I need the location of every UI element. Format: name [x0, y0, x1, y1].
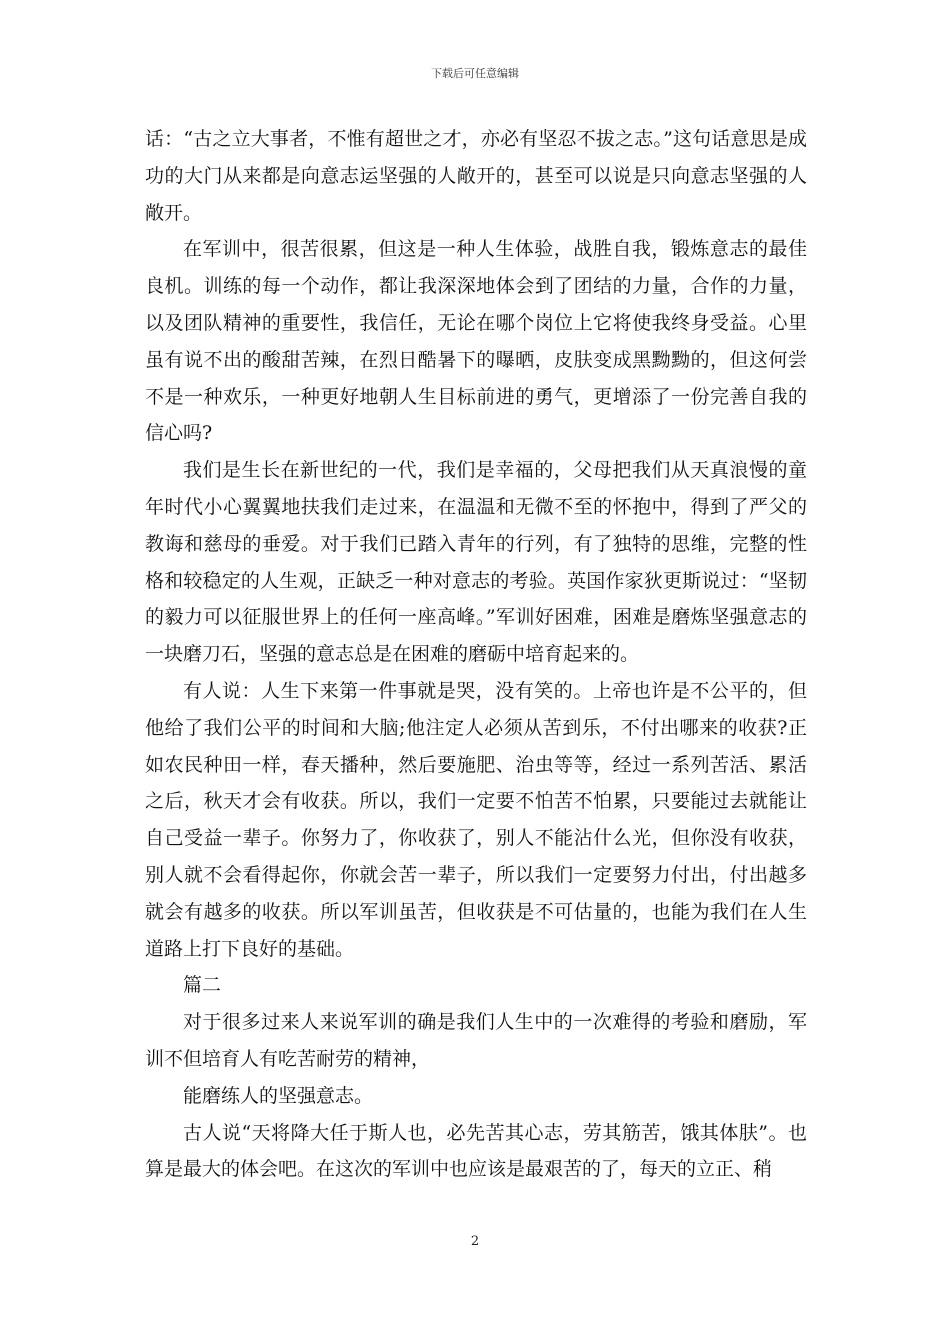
paragraph: 有人说：人生下来第一件事就是哭，没有笑的。上帝也许是不公平的，但他给了我们公平的时间和大脑;他注定人必须从苦到乐，不付出哪来的收获?正如农民种田一样，春天播种，然后要施肥、治虫等等，经过一系列苦活、累活之后，秋天才会有收获。所以，我们一定要不怕苦不怕累，只要能过去就能让自己受益一辈子。你努力了，你收获了，别人不能沾什么光，但你没有收获，别人就不会看得起你，你就会苦一辈子，所以我们一定要努力付出，付出越多就会有越多的收获。所以军训虽苦，但收获是不可估量的，也能为我们在人生道路上打下良好的基础。	[145, 679, 807, 960]
paragraph: 话：“古之立大事者，不惟有超世之才，亦必有坚忍不拔之志。”这句话意思是成功的大门从来都是向意志运坚强的人敞开的，甚至可以说是只向意志坚强的人敞开。	[145, 128, 807, 224]
page-header: 下载后可任意编辑	[431, 67, 519, 80]
paragraph: 能磨练人的坚强意志。	[183, 1084, 374, 1107]
section-heading: 篇二	[183, 974, 222, 997]
page-number: 2	[470, 1234, 480, 1249]
paragraph: 古人说“天将降大任于斯人也，必先苦其心志，劳其筋苦，饿其体肤”。也算是最大的体会吧。在这次的军训中也应该是最艰苦的了，每天的立正、稍	[145, 1121, 807, 1181]
paragraph: 对于很多过来人来说军训的确是我们人生中的一次难得的考验和磨励，军训不但培育人有吃苦耐劳的精神，	[145, 1011, 807, 1070]
paragraph: 在军训中，很苦很累，但这是一种人生体验，战胜自我，锻炼意志的最佳良机。训练的每一个动作，都让我深深地体会到了团结的力量，合作的力量，以及团队精神的重要性，我信任，无论在哪个岗位上它将使我终身受益。心里虽有说不出的酸甜苦辣，在烈日酷暑下的曝晒，皮肤变成黑黝黝的，但这何尝不是一种欢乐，一种更好地朝人生目标前进的勇气，更增添了一份完善自我的信心吗?	[145, 238, 807, 445]
paragraph: 我们是生长在新世纪的一代，我们是幸福的，父母把我们从天真浪慢的童年时代小心翼翼地扶我们走过来，在温温和无微不至的怀抱中，得到了严父的教诲和慈母的垂爱。对于我们已踏入青年的行列，有了独特的思维，完整的性格和较稳定的人生观，正缺乏一种对意志的考验。英国作家狄更斯说过：“坚韧的毅力可以征服世界上的任何一座高峰。”军训好困难，困难是磨炼坚强意志的一块磨刀石，坚强的意志总是在困难的磨砺中培育起来的。	[145, 459, 807, 666]
document-body	[145, 121, 807, 1188]
